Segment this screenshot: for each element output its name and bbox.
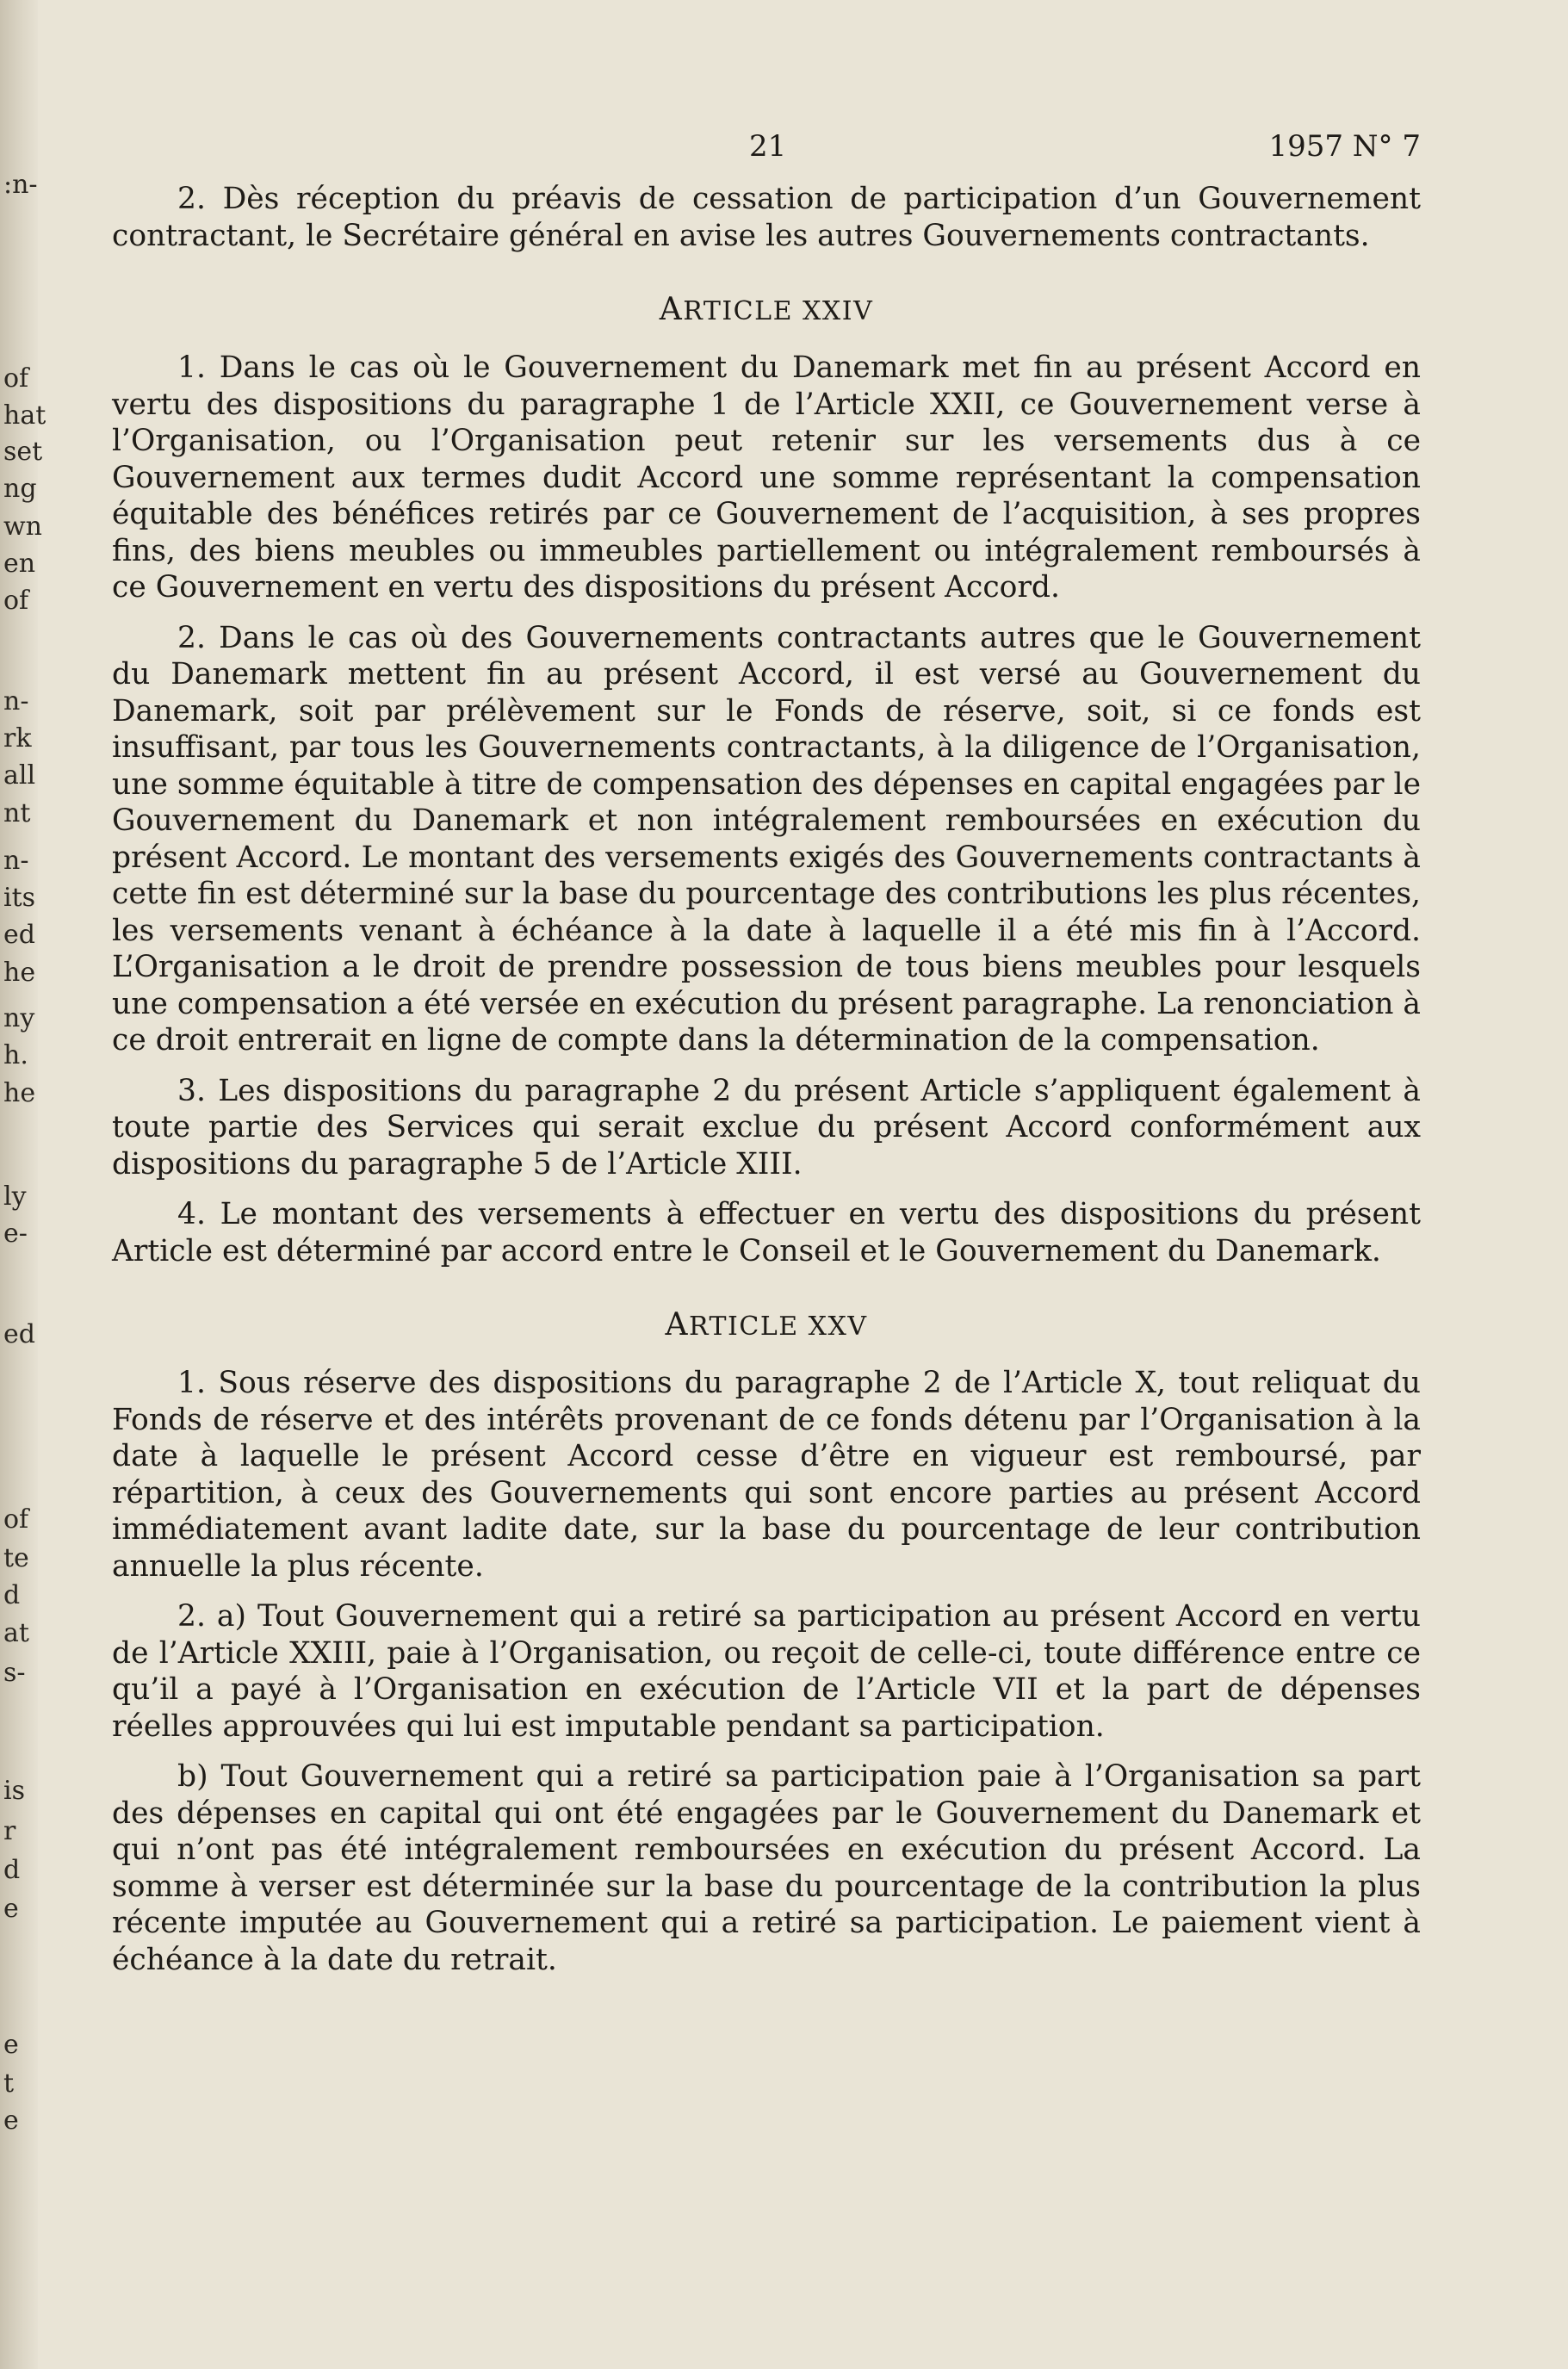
- margin-fragment: is: [3, 1776, 25, 1806]
- margin-fragment: he: [3, 958, 36, 988]
- page-header: [112, 129, 1421, 181]
- margin-fragment: set: [3, 437, 43, 467]
- margin-fragment: d: [3, 1580, 21, 1610]
- margin-fragment: e: [3, 2105, 19, 2136]
- article-xxv-paragraph-2b: b) Tout Gouvernement qui a retiré sa participation paie à l’Organisation sa part des dépenses en capital qui ont été engagées par le Gouvernement du Danemark et qui n’ont pas été intégralement remboursées en exécution du présent Accord. La somme à verser est déterminée sur la base du pourcentage de la contribution la plus récente imputée au Gouvernement qui a retiré sa participation. Le paiement vient à échéance à la date du retrait.: [112, 1759, 1421, 1977]
- margin-fragment: ed: [3, 920, 35, 950]
- article-heading-xxiv: ARTICLE XXIV: [659, 292, 874, 327]
- margin-fragment: ly: [3, 1181, 27, 1212]
- margin-fragment: of: [3, 586, 29, 616]
- margin-fragment: all: [3, 760, 36, 791]
- margin-fragment: :n-: [3, 170, 38, 200]
- article-heading-xxv: ARTICLE XXV: [665, 1307, 868, 1343]
- article-xxiv-paragraph-4: 4. Le montant des versements à effectuer en vertu des dispositions du présent Article est déterminé par accord entre le Conseil et le Gouvernement du Danemark.: [112, 1197, 1421, 1268]
- margin-fragment: r: [3, 1816, 16, 1846]
- margin-fragment: h.: [3, 1040, 28, 1070]
- margin-fragment: nt: [3, 798, 31, 828]
- margin-fragment: of: [3, 1504, 29, 1535]
- document-reference: 1957 N° 7: [1268, 129, 1421, 164]
- margin-fragment: hat: [3, 400, 46, 431]
- paragraph-cessation-notice: 2. Dès réception du préavis de cessation de participation d’un Gouvernement contractant, le Secrétaire général en avise les autres Gouvernements contractants.: [112, 182, 1421, 253]
- margin-fragment: s-: [3, 1658, 26, 1688]
- article-xxiv-paragraph-1: 1. Dans le cas où le Gouvernement du Danemark met fin au présent Accord en vertu des dispositions du paragraphe 1 de l’Article XXII, ce Gouvernement verse à l’Organisation, ou l’Organisation peut retenir sur les versements dus à ce Gouvernement aux termes dudit Accord une somme représentant la compensation équitable des bénéfices retirés par ce Gouvernement de l’acquisition, à ses propres fins, des biens meubles ou immeubles partiellement ou intégralement remboursés à ce Gouvernement en vertu des dispositions du présent Accord.: [112, 350, 1421, 605]
- document-page: [112, 129, 1421, 1992]
- margin-fragment: e: [3, 2030, 19, 2060]
- margin-fragment: te: [3, 1543, 29, 1573]
- margin-fragment: wn: [3, 512, 42, 542]
- margin-fragment: ed: [3, 1319, 35, 1349]
- margin-fragment: en: [3, 549, 36, 579]
- margin-fragment: of: [3, 363, 29, 394]
- margin-fragment: n-: [3, 686, 29, 716]
- margin-fragment: ng: [3, 474, 37, 504]
- margin-fragment: rk: [3, 723, 32, 753]
- margin-fragment: e: [3, 1894, 19, 1924]
- article-xxv-paragraph-1: 1. Sous réserve des dispositions du paragraphe 2 de l’Article X, tout reliquat du Fonds de réserve et des intérêts provenant de ce fonds détenu par l’Organisation à la date à laquelle le présent Accord cesse d’être en vigueur est remboursé, par répartition, à ceux des Gouvernements qui sont encore parties au présent Accord immédiatement avant ladite date, sur la base du pourcentage de leur contribution annuelle la plus récente.: [112, 1366, 1421, 1584]
- article-xxv-paragraph-2a: 2. a) Tout Gouvernement qui a retiré sa participation au présent Accord en vertu de l’Article XXIII, paie à l’Organisation, ou reçoit de celle-ci, toute différence entre ce qu’il a payé à l’Organisation en exécution de l’Article VII et la part de dépenses réelles approuvées qui lui est imputable pendant sa participation.: [112, 1599, 1421, 1744]
- facing-page-fragments: [0, 0, 69, 2369]
- margin-fragment: at: [3, 1618, 29, 1648]
- margin-fragment: he: [3, 1078, 36, 1108]
- margin-fragment: e-: [3, 1219, 28, 1249]
- article-xxiv-paragraph-2: 2. Dans le cas où des Gouvernements contractants autres que le Gouvernement du Danemark mettent fin au présent Accord, il est versé au Gouvernement du Danemark, soit par prélèvement sur le Fonds de réserve, soit, si ce fonds est insuffisant, par tous les Gouvernements contractants, à la diligence de l’Organisation, une somme équitable à titre de compensation des dépenses en capital engagées par le Gouvernement du Danemark et non intégralement remboursées en exécution du présent Accord. Le montant des versements exigés des Gouvernements contractants à cette fin est déterminé sur la base du pourcentage des contributions les plus récentes, les versements venant à échéance à la date à laquelle il a été mis fin à l’Accord. L’Organisation a le droit de prendre possession de tous biens meubles pour lesquels une compensation a été versée en exécution du présent paragraphe. La renonciation à ce droit entrerait en ligne de compte dans la détermination de la compensation.: [112, 620, 1421, 1057]
- margin-fragment: ny: [3, 1003, 35, 1033]
- margin-fragment: d: [3, 1855, 21, 1885]
- margin-fragment: t: [3, 2068, 15, 2099]
- margin-fragment: n-: [3, 846, 29, 876]
- margin-fragment: its: [3, 883, 36, 913]
- article-xxiv-paragraph-3: 3. Les dispositions du paragraphe 2 du présent Article s’appliquent également à toute partie des Services qui serait exclue du présent Accord conformément aux dispositions du paragraphe 5 de l’Article XIII.: [112, 1073, 1421, 1181]
- page-number: 21: [749, 129, 787, 164]
